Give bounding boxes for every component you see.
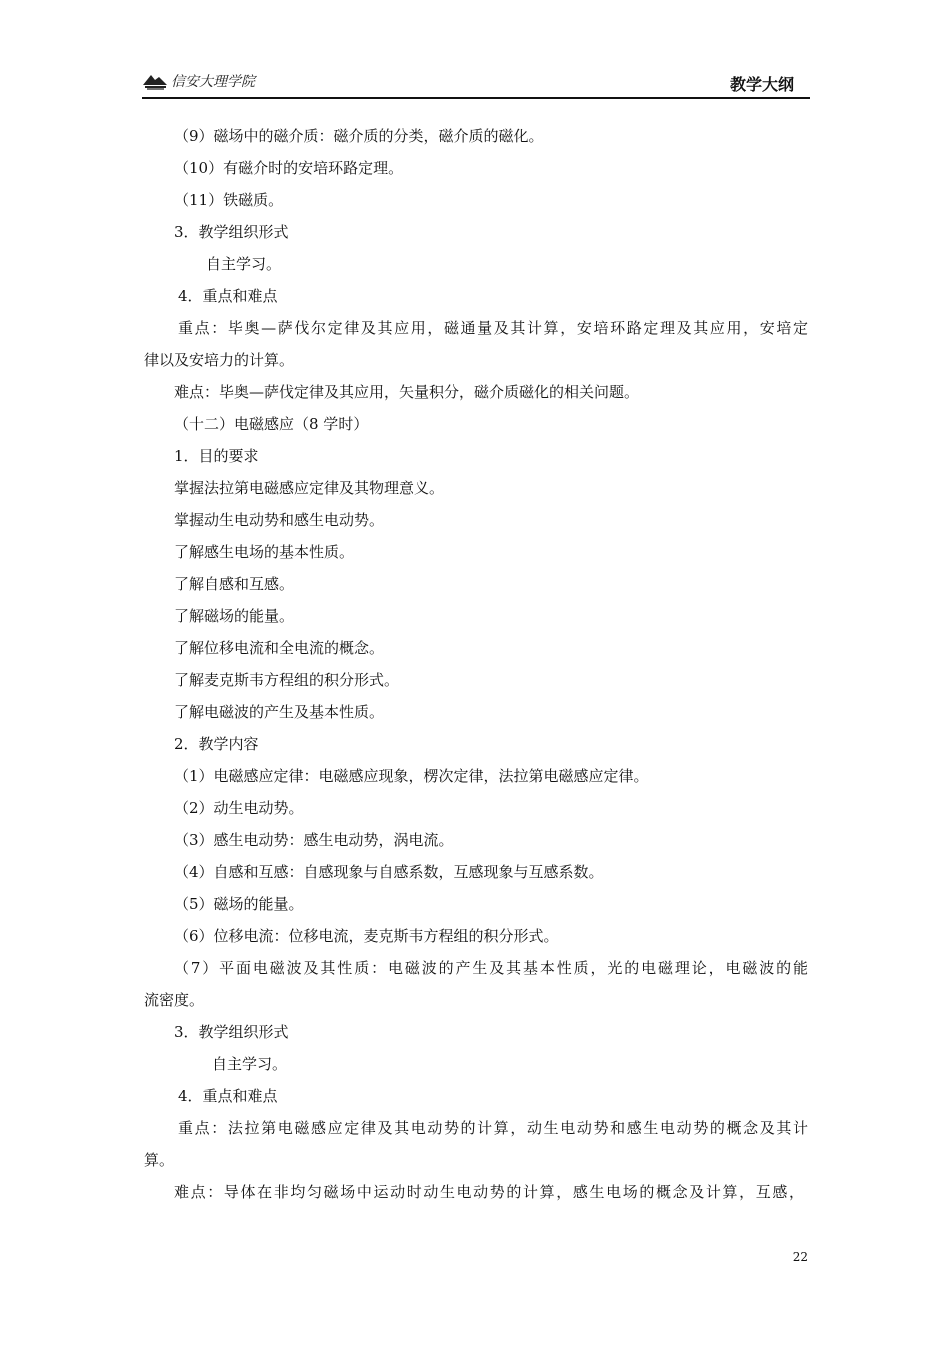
logo-mark-icon bbox=[142, 72, 168, 90]
section-heading: 3．教学组织形式 bbox=[174, 1023, 289, 1041]
text-line: 了解位移电流和全电流的概念。 bbox=[174, 639, 385, 657]
header-title: 教学大纲 bbox=[729, 75, 794, 94]
text-line: 重点：毕奥—萨伐尔定律及其应用，磁通量及其计算，安培环路定理及其应用，安培定 bbox=[178, 319, 808, 337]
logo-text: 信安大理学院 bbox=[171, 74, 255, 90]
text-line: （3）感生电动势：感生电动势，涡电流。 bbox=[174, 831, 454, 849]
school-logo bbox=[142, 68, 255, 94]
text-line: 重点：法拉第电磁感应定律及其电动势的计算，动生电动势和感生电动势的概念及其计 bbox=[178, 1119, 808, 1137]
text-line: 自主学习。 bbox=[212, 1055, 288, 1073]
text-line: 律以及安培力的计算。 bbox=[144, 351, 295, 369]
text-line: 难点：导体在非均匀磁场中运动时动生电动势的计算，感生电场的概念及计算，互感， bbox=[174, 1183, 804, 1201]
text-line: （7）平面电磁波及其性质：电磁波的产生及其基本性质，光的电磁理论，电磁波的能 bbox=[174, 959, 808, 977]
text-line: （6）位移电流：位移电流，麦克斯韦方程组的积分形式。 bbox=[174, 927, 559, 945]
text-line: （2）动生电动势。 bbox=[174, 799, 304, 817]
text-line: 了解磁场的能量。 bbox=[174, 607, 295, 625]
section-heading: 2．教学内容 bbox=[174, 735, 259, 753]
header-rule bbox=[142, 97, 810, 99]
text-line: 掌握动生电动势和感生电动势。 bbox=[174, 511, 385, 529]
text-line: 流密度。 bbox=[144, 991, 205, 1009]
chapter-heading: （十二）电磁感应（8 学时） bbox=[174, 415, 369, 433]
text-line: 了解感生电场的基本性质。 bbox=[174, 543, 355, 561]
text-line: （9）磁场中的磁介质：磁介质的分类，磁介质的磁化。 bbox=[174, 127, 544, 145]
text-line: （11）铁磁质。 bbox=[174, 191, 284, 209]
section-heading: 3．教学组织形式 bbox=[174, 223, 289, 241]
text-line: （10）有磁介时的安培环路定理。 bbox=[174, 159, 404, 177]
text-line: 自主学习。 bbox=[206, 255, 282, 273]
text-line: （5）磁场的能量。 bbox=[174, 895, 304, 913]
text-line: 算。 bbox=[144, 1151, 175, 1169]
text-line: 了解麦克斯韦方程组的积分形式。 bbox=[174, 671, 400, 689]
text-line: 了解电磁波的产生及基本性质。 bbox=[174, 703, 385, 721]
page-number: 22 bbox=[792, 1250, 808, 1264]
text-line: 难点：毕奥—萨伐定律及其应用，矢量积分，磁介质磁化的相关问题。 bbox=[174, 383, 640, 401]
section-heading: 4．重点和难点 bbox=[178, 1087, 278, 1105]
section-heading: 4．重点和难点 bbox=[178, 287, 278, 305]
section-heading: 1．目的要求 bbox=[174, 447, 259, 465]
text-line: 了解自感和互感。 bbox=[174, 575, 295, 593]
text-line: （1）电磁感应定律：电磁感应现象，楞次定律，法拉第电磁感应定律。 bbox=[174, 767, 649, 785]
page-header bbox=[142, 68, 810, 98]
text-line: 掌握法拉第电磁感应定律及其物理意义。 bbox=[174, 479, 445, 497]
text-line: （4）自感和互感：自感现象与自感系数，互感现象与互感系数。 bbox=[174, 863, 604, 881]
